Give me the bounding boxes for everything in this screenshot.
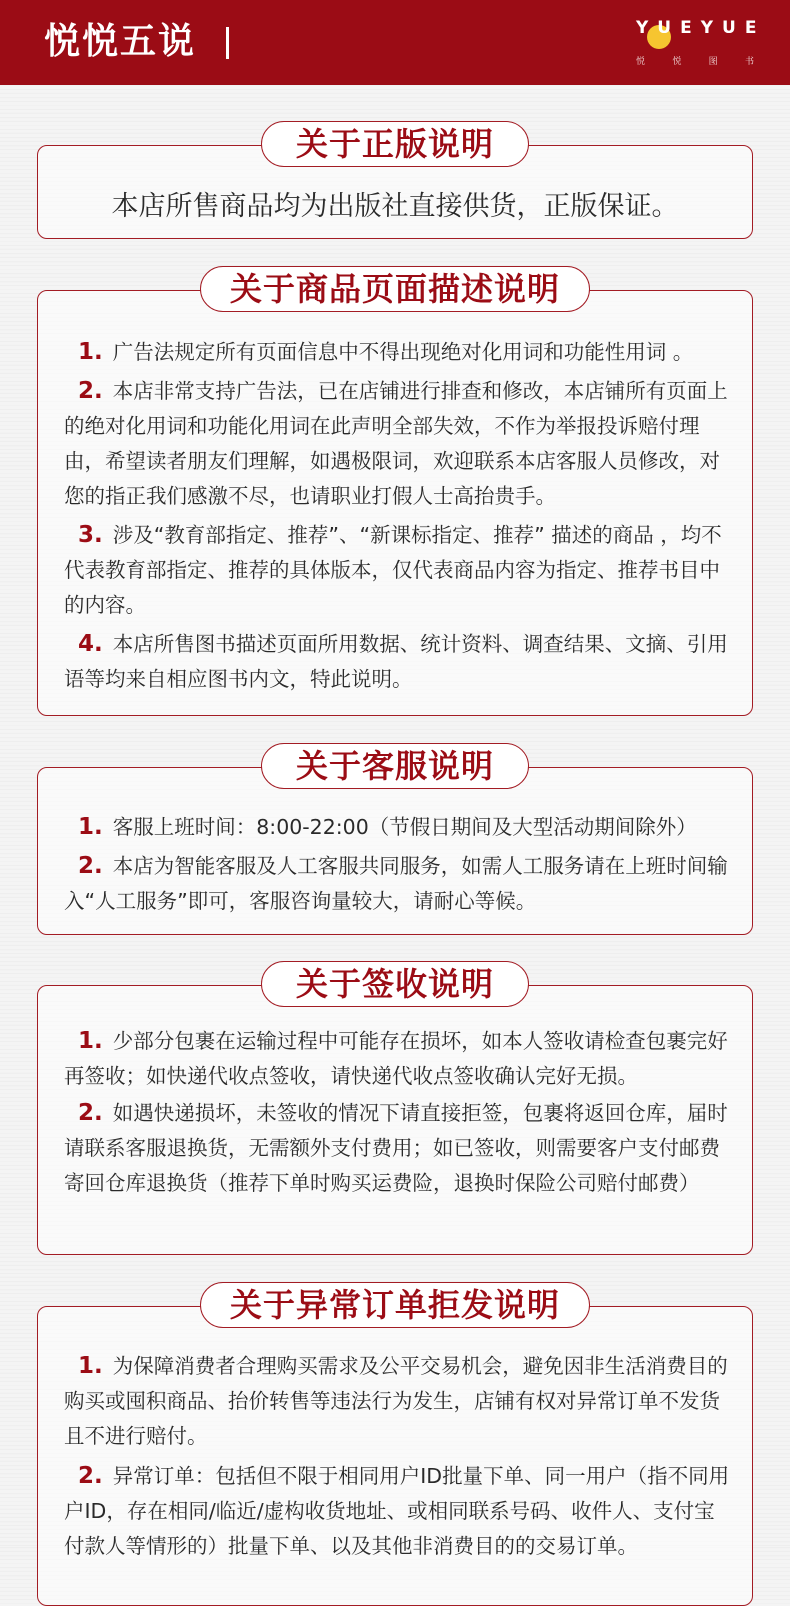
list-item: 2. 本店为智能客服及人工客服共同服务，如需人工服务请在上班时间输入“人工服务”即可，客服咨询量较大，请耐心等候。 [64, 853, 728, 913]
list-item: 2. 如遇快递损坏，未签收的情况下请直接拒签，包裹将返回仓库，届时请联系客服退换货，无需额外支付费用；如已签收，则需要客户支付邮费寄回仓库退换货（推荐下单时购买运费险，退换时保险公司赔付邮费） [64, 1100, 728, 1195]
header-banner [0, 0, 790, 85]
brand-title: 悦悦五说 [44, 21, 197, 62]
list-item: 1. 广告法规定所有页面信息中不得出现绝对化用词和功能性用词 。 [78, 339, 694, 365]
section-abnormal-title: 关于异常订单拒发说明 [200, 1282, 590, 1328]
section-service-title: 关于客服说明 [261, 743, 529, 789]
section-genuine-title: 关于正版说明 [261, 121, 529, 167]
list-item: 4. 本店所售图书描述页面所用数据、统计资料、调查结果、文摘、引用语等均来自相应图书内文，特此说明。 [64, 631, 728, 691]
logo-sub-char: 书 [744, 57, 754, 67]
section-genuine-text: 本店所售商品均为出版社直接供货，正版保证。 [111, 191, 679, 222]
list-item: 2. 本店非常支持广告法，已在店铺进行排查和修改，本店铺所有页面上的绝对化用词和功能化用词在此声明全部失效，不作为举报投诉赔付理由，希望读者朋友们理解，如遇极限词，欢迎联系本店客服人员修改，对您的指正我们感激不尽，也请职业打假人士高抬贵手。 [64, 378, 728, 508]
logo-sub-char: 悦 [672, 57, 682, 67]
list-item: 2. 异常订单：包括但不限于相同用户ID批量下单、同一用户（指不同用户ID，存在相同/临近/虚构收货地址、或相同联系号码、收件人、支付宝付款人等情形的）批量下单、以及其他非消费目的的交易订单。 [64, 1463, 730, 1558]
logo-sub-char: 悦 [636, 57, 646, 67]
logo-subtitle [636, 54, 754, 67]
list-item: 1. 客服上班时间：8:00-22:00（节假日期间及大型活动期间除外） [78, 814, 697, 840]
brand-divider [226, 27, 229, 59]
list-item: 1. 为保障消费者合理购买需求及公平交易机会，避免因非生活消费目的购买或囤积商品、抬价转售等违法行为发生，店铺有权对异常订单不发货且不进行赔付。 [64, 1353, 728, 1448]
logo-text: YUEYUE [636, 18, 766, 38]
logo-sub-char: 图 [708, 57, 718, 67]
list-item: 3. 涉及“教育部指定、推荐”、“新课标指定、推荐” 描述的商品 ，均不代表教育部指定、推荐的具体版本，仅代表商品内容为指定、推荐书目中的内容。 [64, 522, 722, 617]
section-signing-title: 关于签收说明 [261, 961, 529, 1007]
list-item: 1. 少部分包裹在运输过程中可能存在损坏，如本人签收请检查包裹完好再签收；如快递代收点签收，请快递代收点签收确认完好无损。 [64, 1028, 728, 1088]
yueyue-logo [630, 14, 766, 70]
section-description-title: 关于商品页面描述说明 [200, 266, 590, 312]
